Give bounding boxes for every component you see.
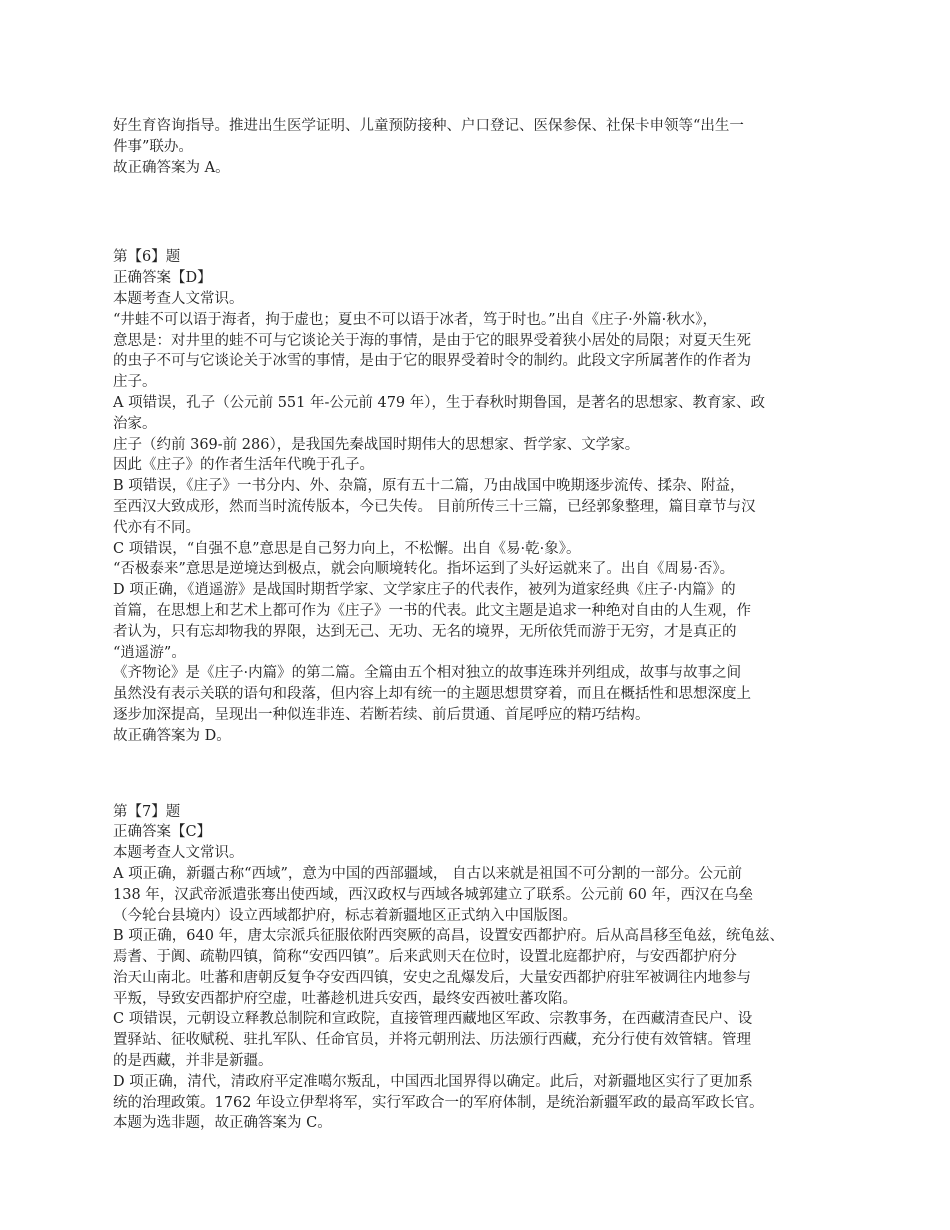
text-line: 治天山南北。吐蕃和唐朝反复争夺安西四镇，安史之乱爆发后，大量安西都护府驻军被调往内地参与: [113, 969, 751, 986]
text-line: 本题考查人文常识。: [113, 290, 244, 307]
answer-line: 正确答案【C】: [113, 824, 212, 841]
text-line: 的虫子不可与它谈论关于冰雪的事情，是由于它的眼界受着时令的制约。此段文字所属著作的作者为: [113, 353, 751, 370]
text-line: 本题考查人文常识。: [113, 845, 244, 862]
text-line: 意思是：对井里的蛙不可与它谈论关于海的事情，是由于它的眼界受着狭小居处的局限；对夏天生死: [113, 332, 751, 349]
text-line: B 项错误，《庄子》一书分内、外、杂篇，原有五十二篇，乃由战国中晚期逐步流传、揉杂、附益，: [113, 478, 745, 495]
text-line: 置驿站、征收赋税、驻扎军队、任命官员，并将元朝刑法、历法颁行西藏，充分行使有效管辖。管理: [113, 1032, 751, 1049]
text-line: 庄子（约前 369-前 286），是我国先秦战国时期伟大的思想家、哲学家、文学家。: [113, 436, 640, 453]
question-heading: 第【7】题: [113, 803, 181, 820]
document-page: [113, 116, 853, 1134]
text-line: 虽然没有表示关联的语句和段落，但内容上却有统一的主题思想贯穿着，而且在概括性和思想深度上: [113, 686, 751, 703]
text-line: C 项错误，“自强不息”意思是自己努力向上，不松懈。出自《易·乾·象》。: [113, 540, 581, 557]
text-line: （今轮台县境内）设立西域都护府，标志着新疆地区正式纳入中国版图。: [113, 907, 577, 924]
text-line: 者认为，只有忘却物我的界限，达到无己、无功、无名的境界，无所依凭而游于无穷，才是真正的: [113, 623, 737, 640]
text-line: “逍遥游”。: [113, 644, 186, 661]
text-line: B 项正确，640 年，唐太宗派兵征服依附西突厥的高昌，设置安西都护府。后从高昌移至龟兹，统龟兹、: [113, 928, 785, 945]
intro-section: [113, 116, 853, 178]
text-line: “否极泰来”意思是逆境达到极点，就会向顺境转化。指坏运到了头好运就来了。出自《周易·否》。: [113, 561, 735, 578]
text-line: 的是西藏，并非是新疆。: [113, 1053, 273, 1070]
question-heading: 第【6】题: [113, 249, 181, 266]
text-line: D 项正确，清代，清政府平定准噶尔叛乱，中国西北国界得以确定。此后，对新疆地区实行了更加系: [113, 1073, 753, 1090]
answer-line: 正确答案【D】: [113, 270, 212, 287]
text-line: 庄子。: [113, 374, 157, 391]
text-line: 至西汉大致成形，然而当时流传版本，今已失传。 目前所传三十三篇，已经郭象整理，篇目章节与汉: [113, 498, 756, 515]
text-line: 治家。: [113, 415, 157, 432]
text-line: 138 年，汉武帝派遣张骞出使西域，西汉政权与西域各城郭建立了联系。公元前 60 年，西汉在乌垒: [113, 886, 753, 903]
text-line: 《齐物论》是《庄子·内篇》的第二篇。全篇由五个相对独立的故事连珠并列组成，故事与故事之间: [113, 665, 742, 682]
text-line: 故正确答案为 A。: [113, 159, 230, 176]
text-line: A 项正确，新疆古称“西域”，意为中国的西部疆域， 自古以来就是祖国不可分割的一部分。公元前: [113, 865, 743, 882]
text-line: A 项错误，孔子（公元前 551 年-公元前 479 年），生于春秋时期鲁国，是著名的思想家、教育家、政: [113, 394, 766, 411]
text-line: 逐步加深提高，呈现出一种似连非连、若断若续、前后贯通、首尾呼应的精巧结构。: [113, 706, 650, 723]
question-6-section: [113, 247, 853, 746]
text-line: 统的治理政策。1762 年设立伊犁将军，实行军政合一的军府体制，是统治新疆军政的最高军政长官。: [113, 1094, 764, 1111]
text-line: 因此《庄子》的作者生活年代晚于孔子。: [113, 457, 374, 474]
text-line: C 项错误，元朝设立释教总制院和宣政院，直接管理西藏地区军政、宗教事务，在西藏清查民户、设: [113, 1011, 753, 1028]
text-line: 件事”联办。: [113, 138, 193, 155]
text-line: 平叛，导致安西都护府空虚，吐蕃趁机进兵安西，最终安西被吐蕃攻陷。: [113, 990, 577, 1007]
text-line: “井蛙不可以语于海者，拘于虚也；夏虫不可以语于冰者，笃于时也。”出自《庄子·外篇·秋水》，: [113, 311, 718, 328]
text-line: 好生育咨询指导。推进出生医学证明、儿童预防接种、户口登记、医保参保、社保卡申领等“出生一: [113, 118, 744, 134]
question-7-section: [113, 802, 853, 1135]
text-line: 本题为选非题，故正确答案为 C。: [113, 1115, 332, 1132]
text-line: 代亦有不同。: [113, 519, 200, 536]
text-line: 首篇，在思想上和艺术上都可作为《庄子》一书的代表。此文主题是追求一种绝对自由的人生观，作: [113, 602, 751, 619]
text-line: 故正确答案为 D。: [113, 727, 231, 744]
text-line: D 项正确，《逍遥游》是战国时期哲学家、文学家庄子的代表作，被列为道家经典《庄子·内篇》的: [113, 582, 736, 599]
text-line: 焉耆、于阗、疏勒四镇，简称“安西四镇”。后来武则天在位时，设置北庭都护府，与安西都护府分: [113, 949, 737, 966]
